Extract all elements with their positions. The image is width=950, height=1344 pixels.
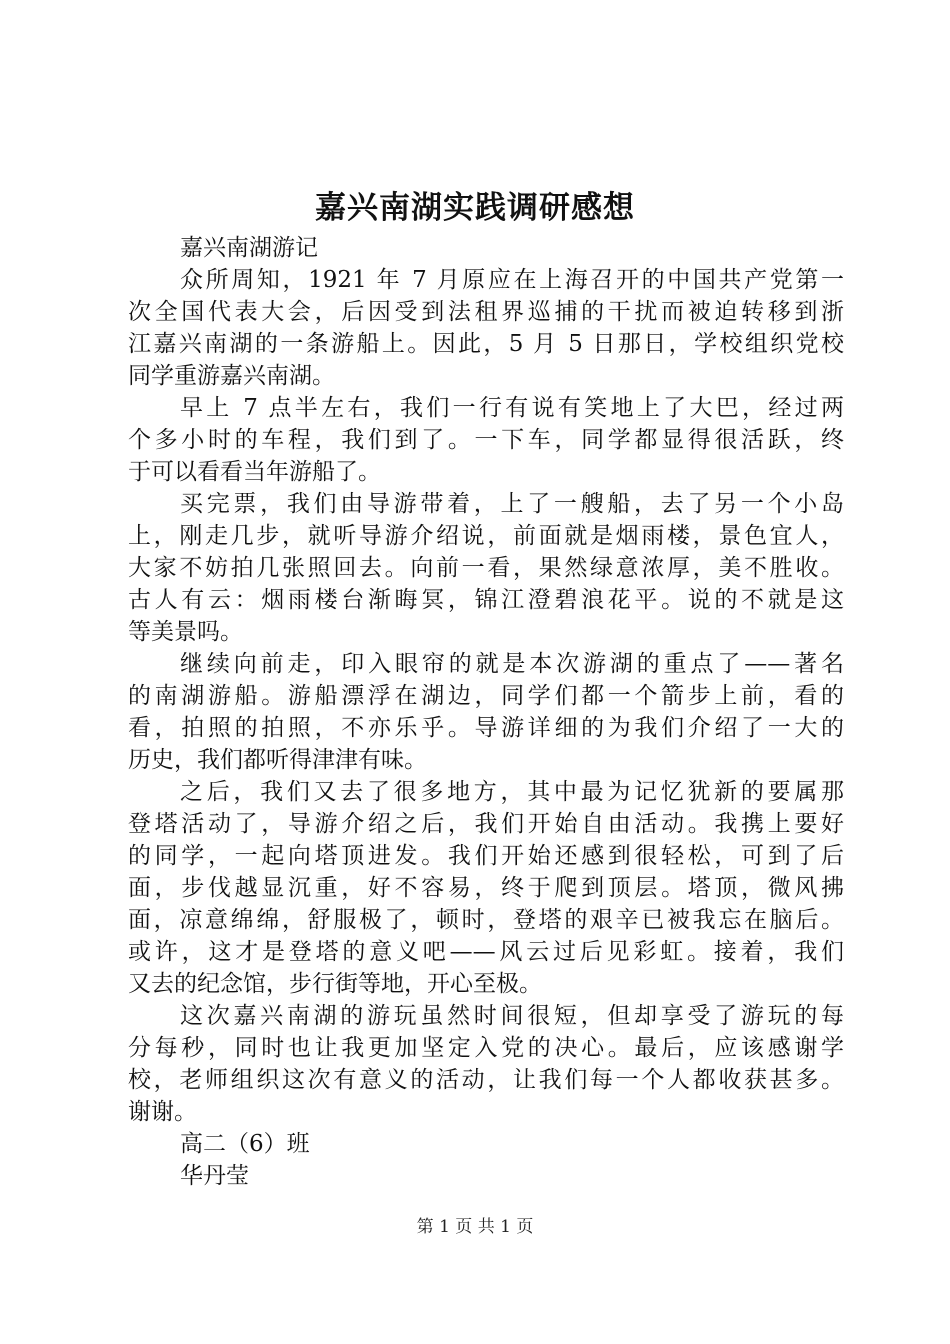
text-line: 或许，这才是登塔的意义吧——风云过后见彩虹。接着，我们 <box>128 939 844 965</box>
text-line: 谢谢。 <box>128 1099 197 1125</box>
text-line: 上，刚走几步，就听导游介绍说，前面就是烟雨楼，景色宜人， <box>128 523 844 549</box>
text-line: 于可以看看当年游船了。 <box>128 459 381 485</box>
text-line: 的同学，一起向塔顶进发。我们开始还感到很轻松，可到了后 <box>128 843 844 869</box>
text-line: 历史，我们都听得津津有味。 <box>128 747 427 773</box>
text-line: 个多小时的车程，我们到了。一下车，同学都显得很活跃，终 <box>128 427 844 453</box>
text-line: 嘉兴南湖游记 <box>180 235 318 261</box>
text-line: 之后，我们又去了很多地方，其中最为记忆犹新的要属那 <box>180 779 844 805</box>
text-line: 众所周知，1921 年 7 月原应在上海召开的中国共产党第一 <box>180 267 844 293</box>
text-line: 次全国代表大会，后因受到法租界巡捕的干扰而被迫转移到浙 <box>128 299 844 325</box>
document-body <box>128 232 844 1192</box>
text-line: 早上 7 点半左右，我们一行有说有笑地上了大巴，经过两 <box>180 395 844 421</box>
text-line: 古人有云：烟雨楼台渐晦冥，锦江澄碧浪花平。说的不就是这 <box>128 587 844 613</box>
document-title: 嘉兴南湖实践调研感想 <box>315 190 635 226</box>
text-line: 江嘉兴南湖的一条游船上。因此，5 月 5 日那日，学校组织党校 <box>128 331 844 357</box>
text-line: 大家不妨拍几张照回去。向前一看，果然绿意浓厚，美不胜收。 <box>128 555 844 581</box>
text-line: 分每秒，同时也让我更加坚定入党的决心。最后，应该感谢学 <box>128 1035 844 1061</box>
text-line: 面，步伐越显沉重，好不容易，终于爬到顶层。塔顶，微风拂 <box>128 875 844 901</box>
text-line: 华丹莹 <box>180 1163 249 1189</box>
text-line: 继续向前走，印入眼帘的就是本次游湖的重点了——著名 <box>180 651 844 677</box>
page-footer: 第 1 页 共 1 页 <box>416 1217 534 1237</box>
text-line: 等美景吗。 <box>128 619 243 645</box>
text-line: 高二（6）班 <box>180 1131 310 1157</box>
text-line: 校，老师组织这次有意义的活动，让我们每一个人都收获甚多。 <box>128 1067 844 1093</box>
text-line: 又去的纪念馆，步行街等地，开心至极。 <box>128 971 542 997</box>
text-line: 同学重游嘉兴南湖。 <box>128 363 335 389</box>
text-line: 的南湖游船。游船漂浮在湖边，同学们都一个箭步上前，看的 <box>128 683 844 709</box>
text-line: 买完票，我们由导游带着，上了一艘船，去了另一个小岛 <box>180 491 844 517</box>
text-line: 看，拍照的拍照，不亦乐乎。导游详细的为我们介绍了一大的 <box>128 715 844 741</box>
text-line: 面，凉意绵绵，舒服极了，顿时，登塔的艰辛已被我忘在脑后。 <box>128 907 844 933</box>
text-line: 登塔活动了，导游介绍之后，我们开始自由活动。我携上要好 <box>128 811 844 837</box>
text-line: 这次嘉兴南湖的游玩虽然时间很短，但却享受了游玩的每 <box>180 1003 844 1029</box>
